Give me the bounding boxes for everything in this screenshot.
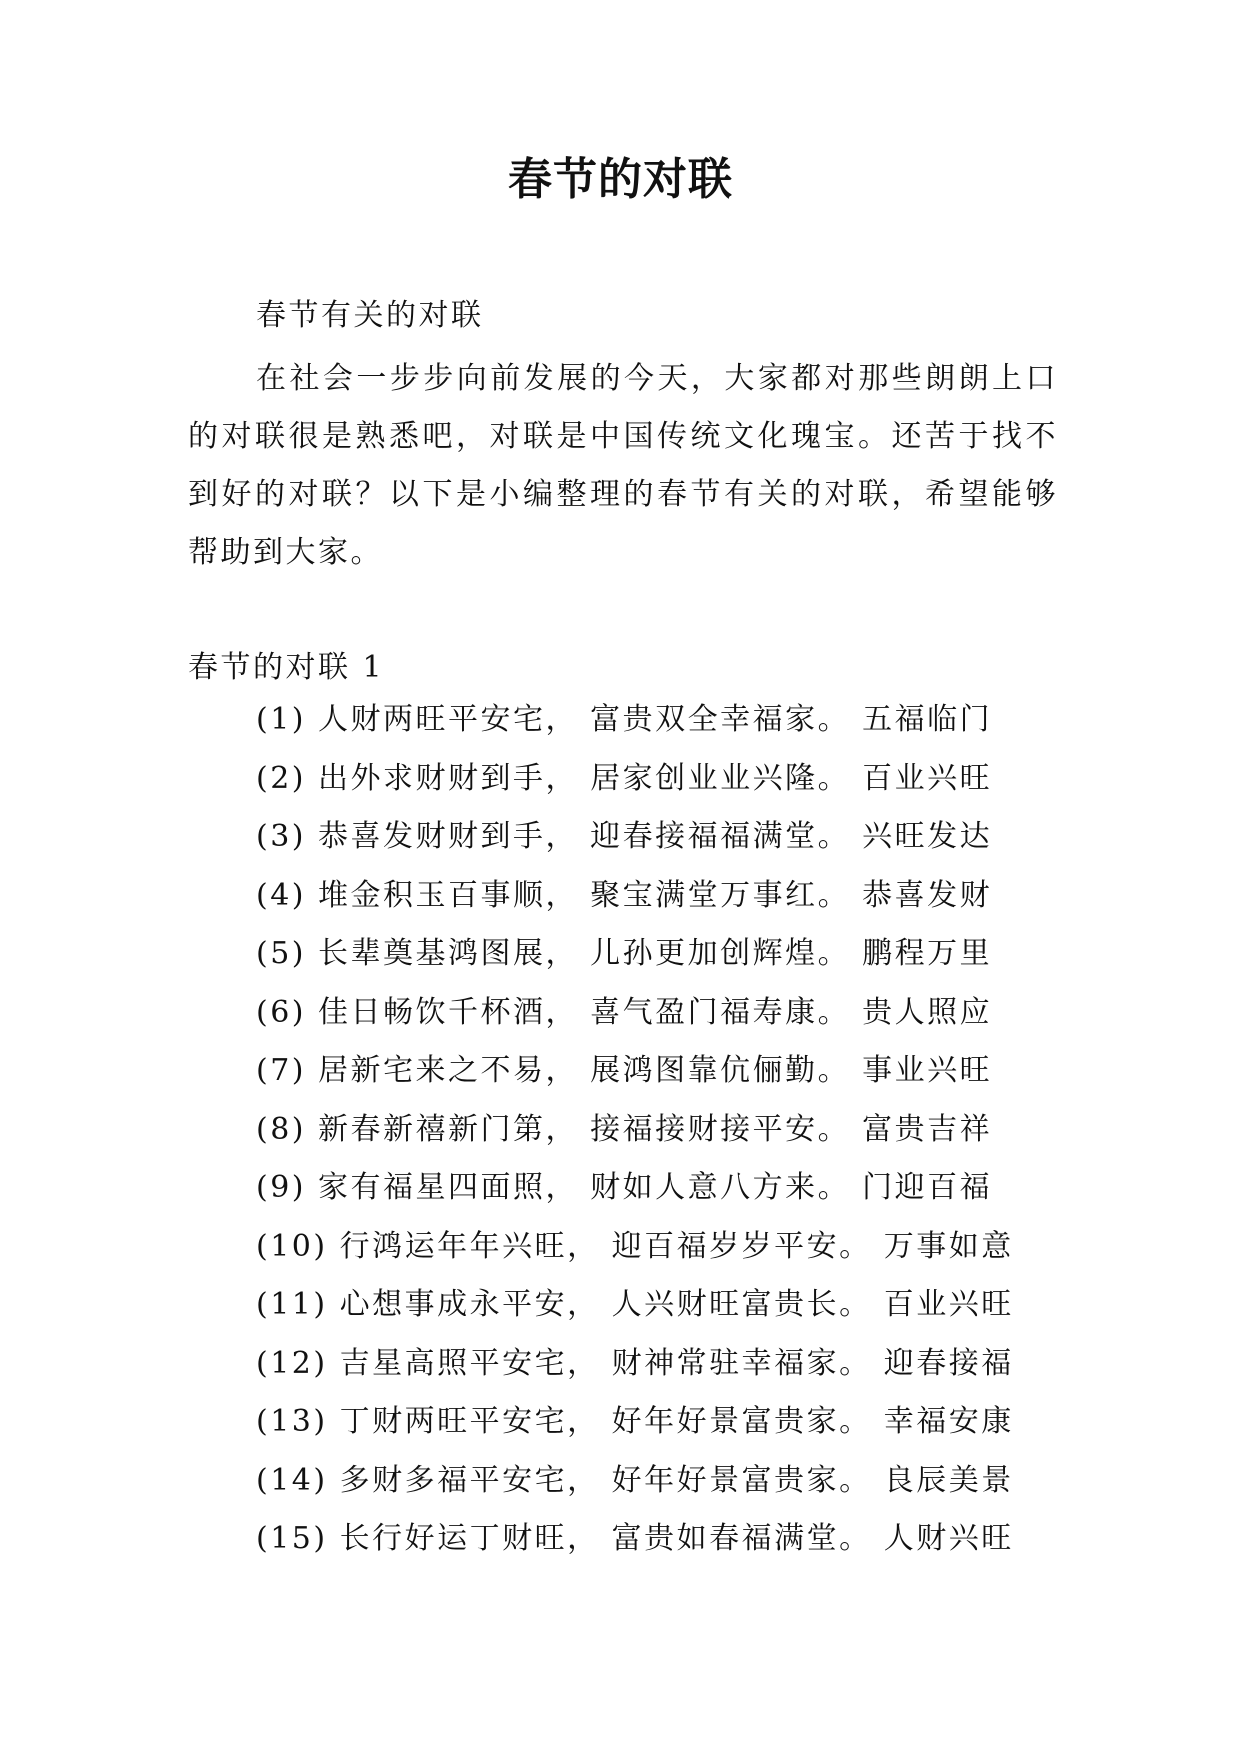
couplet-item: (7) 居新宅来之不易， 展鸿图靠伉俪勤。 事业兴旺 xyxy=(256,1053,993,1088)
couplet-item: (8) 新春新禧新门第， 接福接财接平安。 富贵吉祥 xyxy=(256,1111,993,1147)
couplet-item: (15) 长行好运丁财旺， 富贵如春福满堂。 人财兴旺 xyxy=(256,1521,1014,1556)
couplet-item: (14) 多财多福平安宅， 好年好景富贵家。 良辰美景 xyxy=(256,1462,1014,1498)
couplet-list xyxy=(256,700,1076,1578)
couplet-item: (12) 吉星高照平安宅， 财神常驻幸福家。 迎春接福 xyxy=(256,1345,1014,1381)
couplet-item: (1) 人财两旺平安宅， 富贵双全幸福家。 五福临门 xyxy=(256,702,993,737)
couplet-item: (9) 家有福星四面照， 财如人意八方来。 门迎百福 xyxy=(256,1170,993,1205)
couplet-item: (3) 恭喜发财财到手， 迎春接福福满堂。 兴旺发达 xyxy=(256,819,993,854)
couplet-item: (6) 佳日畅饮千杯酒， 喜气盈门福寿康。 贵人照应 xyxy=(256,994,993,1030)
couplet-item: (4) 堆金积玉百事顺， 聚宝满堂万事红。 恭喜发财 xyxy=(256,877,993,913)
couplet-item: (2) 出外求财财到手， 居家创业业兴隆。 百业兴旺 xyxy=(256,760,993,796)
couplet-item: (13) 丁财两旺平安宅， 好年好景富贵家。 幸福安康 xyxy=(256,1404,1014,1439)
couplet-item: (11) 心想事成永平安， 人兴财旺富贵长。 百业兴旺 xyxy=(256,1287,1014,1322)
document-subtitle: 春节有关的对联 xyxy=(256,298,484,333)
couplet-item: (10) 行鸿运年年兴旺， 迎百福岁岁平安。 万事如意 xyxy=(256,1228,1014,1264)
couplet-item: (5) 长辈奠基鸿图展， 儿孙更加创辉煌。 鹏程万里 xyxy=(256,936,993,971)
section-title: 春节的对联 1 xyxy=(188,650,385,685)
document-title: 春节的对联 xyxy=(508,154,733,205)
intro-paragraph: 在社会一步步向前发展的今天，大家都对那些朗朗上口的对联很是熟悉吧，对联是中国传统文化瑰宝。还苦于找不到好的对联？以下是小编整理的春节有关的对联，希望能够帮助到大家。 xyxy=(188,361,1058,570)
